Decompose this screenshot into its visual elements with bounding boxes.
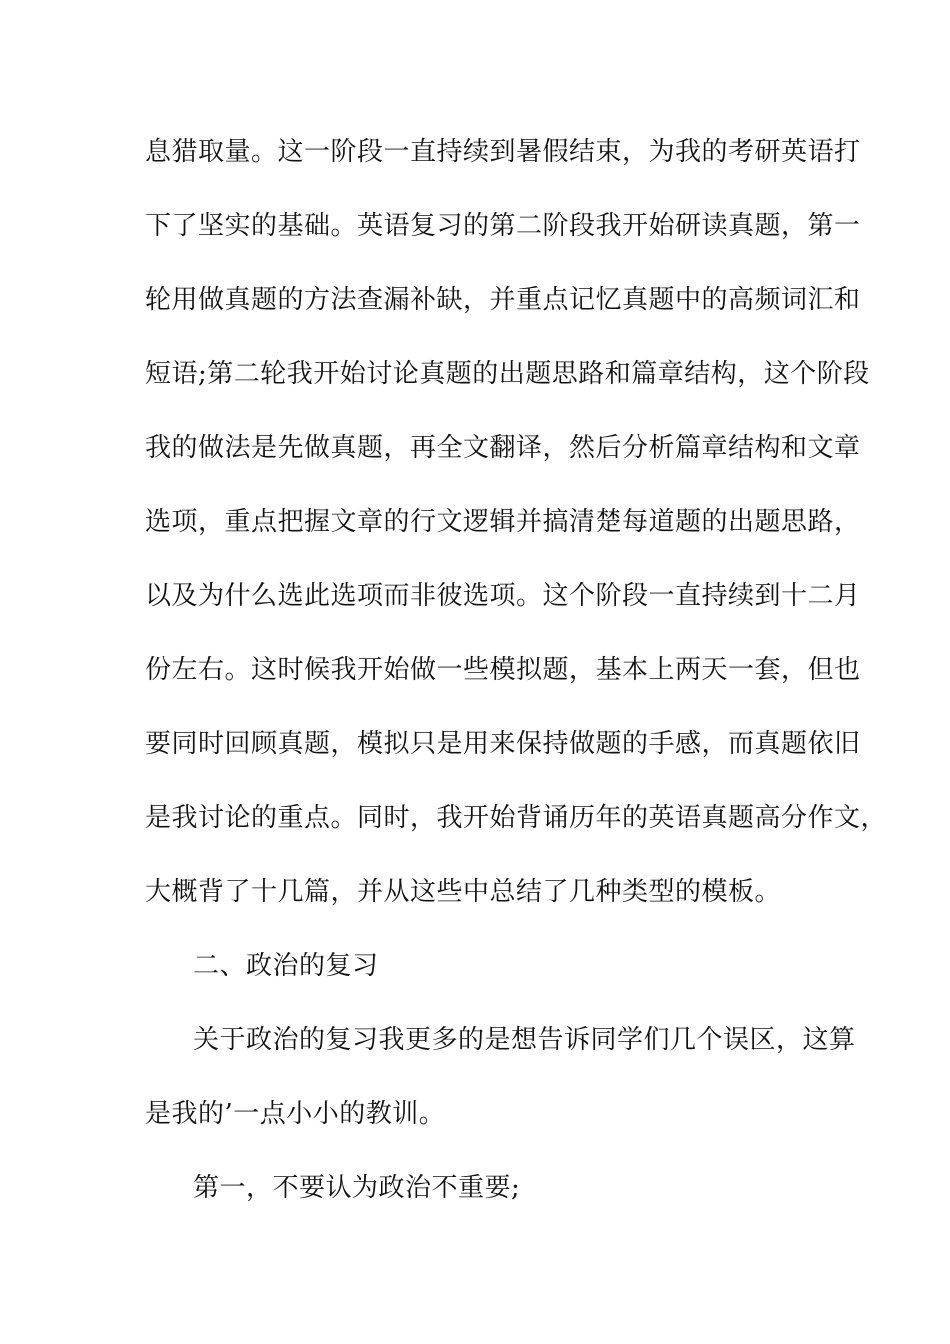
body-text-line: 份左右。这时候我开始做一些模拟题，基本上两天一套，但也 — [145, 655, 861, 685]
body-text-line: 息猎取量。这一阶段一直持续到暑假结束，为我的考研英语打 — [145, 137, 861, 167]
body-text-line: 要同时回顾真题，模拟只是用来保持做题的手感，而真题依旧 — [145, 729, 861, 759]
body-text-line: 是我讨论的重点。同时，我开始背诵历年的英语真题高分作文， — [145, 803, 888, 833]
body-text-line: 短语;第二轮我开始讨论真题的出题思路和篇章结构，这个阶段 — [145, 359, 870, 389]
body-text-line: 下了坚实的基础。英语复习的第二阶段我开始研读真题，第一 — [145, 211, 861, 241]
body-text-line: 我的做法是先做真题，再全文翻译，然后分析篇章结构和文章 — [145, 433, 861, 463]
body-text-line: 以及为什么选此选项而非彼选项。这个阶段一直持续到十二月 — [145, 581, 861, 611]
document-body — [145, 126, 888, 1236]
body-text-line: 选项，重点把握文章的行文逻辑并搞清楚每道题的出题思路， — [145, 507, 861, 537]
body-text-line: 是我的’一点小小的教训。 — [145, 1099, 446, 1129]
body-text-line: 大概背了十几篇，并从这些中总结了几种类型的模板。 — [145, 877, 782, 907]
body-text-line: 轮用做真题的方法查漏补缺，并重点记忆真题中的高频词汇和 — [145, 285, 861, 315]
body-text-line: 第一，不要认为政治不重要; — [193, 1173, 521, 1203]
section-heading: 二、政治的复习 — [193, 951, 379, 981]
body-text-line: 关于政治的复习我更多的是想告诉同学们几个误区，这算 — [193, 1025, 856, 1055]
